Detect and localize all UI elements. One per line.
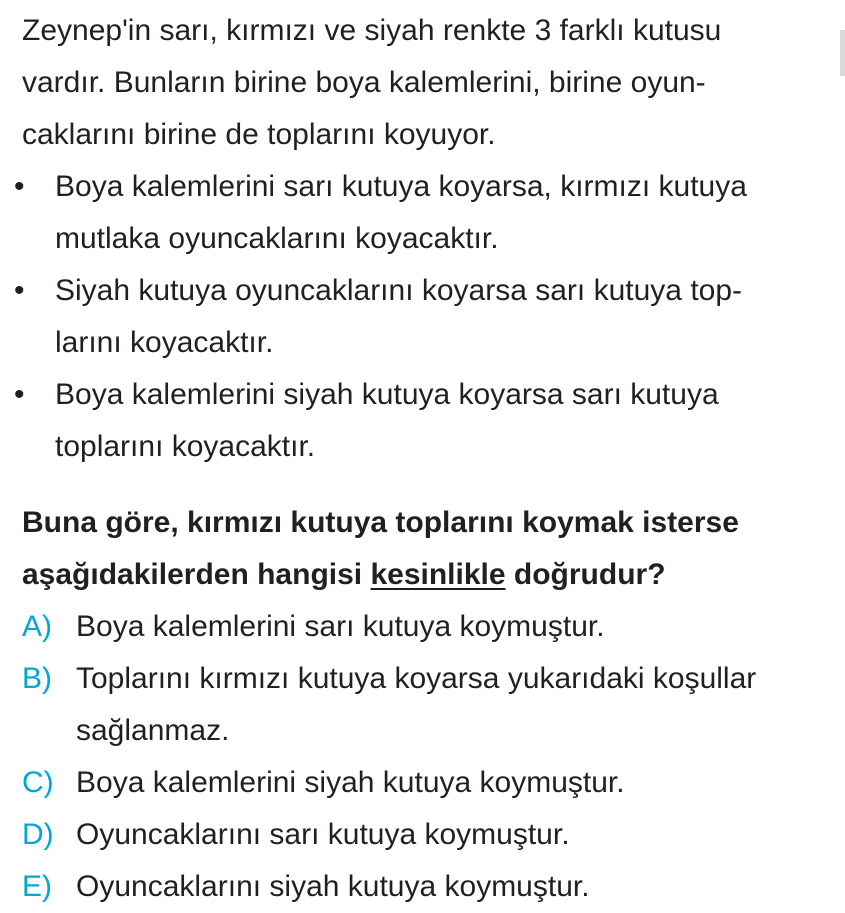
option-text: Oyuncaklarını siyah kutuya koymuştur. bbox=[76, 870, 590, 903]
question-page bbox=[14, 0, 838, 913]
option-letter: D) bbox=[22, 818, 54, 851]
option-text: Oyuncaklarını sarı kutuya koymuştur. bbox=[76, 818, 570, 851]
intro-paragraph bbox=[22, 0, 838, 161]
option-text: sağlanmaz. bbox=[76, 714, 230, 747]
option-letter: E) bbox=[22, 870, 52, 903]
option-letter: C) bbox=[22, 766, 54, 799]
question-stem bbox=[22, 497, 838, 601]
option-c[interactable] bbox=[22, 757, 838, 809]
condition-item bbox=[14, 369, 838, 473]
option-b[interactable] bbox=[22, 653, 838, 757]
condition-item bbox=[14, 265, 838, 369]
bullet-icon: • bbox=[14, 274, 25, 307]
option-letter: A) bbox=[22, 610, 52, 643]
option-text: Boya kalemlerini siyah kutuya koymuştur. bbox=[76, 766, 625, 799]
bullet-icon: • bbox=[14, 170, 25, 203]
option-letter: B) bbox=[22, 662, 52, 695]
condition-item bbox=[14, 161, 838, 265]
option-e[interactable] bbox=[22, 861, 838, 913]
option-a[interactable] bbox=[22, 601, 838, 653]
question-text: aşağıdakilerden hangisi bbox=[22, 558, 371, 591]
option-text: Boya kalemlerini sarı kutuya koymuştur. bbox=[76, 610, 605, 643]
question-text: doğrudur? bbox=[505, 558, 666, 591]
conditions-list bbox=[14, 161, 838, 473]
emphasis-word: kesinlikle bbox=[370, 558, 506, 591]
condition-line: Boya kalemlerini siyah kutuya koyarsa sarı kutuya bbox=[55, 378, 719, 411]
question-line: Buna göre, kırmızı kutuya toplarını koymak isterse bbox=[22, 506, 739, 539]
condition-line: mutlaka oyuncaklarını koyacaktır. bbox=[55, 222, 499, 255]
intro-line: vardır. Bunların birine boya kalemlerini, birine oyun- bbox=[22, 66, 706, 99]
intro-line: Zeynep'in sarı, kırmızı ve siyah renkte 3 farklı kutusu bbox=[22, 14, 722, 47]
answer-options bbox=[22, 601, 838, 913]
option-d[interactable] bbox=[22, 809, 838, 861]
condition-line: Boya kalemlerini sarı kutuya koyarsa, kırmızı kutuya bbox=[55, 170, 747, 203]
condition-line: larını koyacaktır. bbox=[55, 326, 274, 359]
condition-line: toplarını koyacaktır. bbox=[55, 430, 316, 463]
option-text: Toplarını kırmızı kutuya koyarsa yukarıdaki koşullar bbox=[76, 662, 757, 695]
condition-line: Siyah kutuya oyuncaklarını koyarsa sarı kutuya top- bbox=[55, 274, 743, 307]
intro-line: caklarını birine de toplarını koyuyor. bbox=[22, 118, 496, 151]
question-line bbox=[22, 549, 838, 601]
bullet-icon: • bbox=[14, 378, 25, 411]
page-edge-mark bbox=[840, 30, 845, 76]
